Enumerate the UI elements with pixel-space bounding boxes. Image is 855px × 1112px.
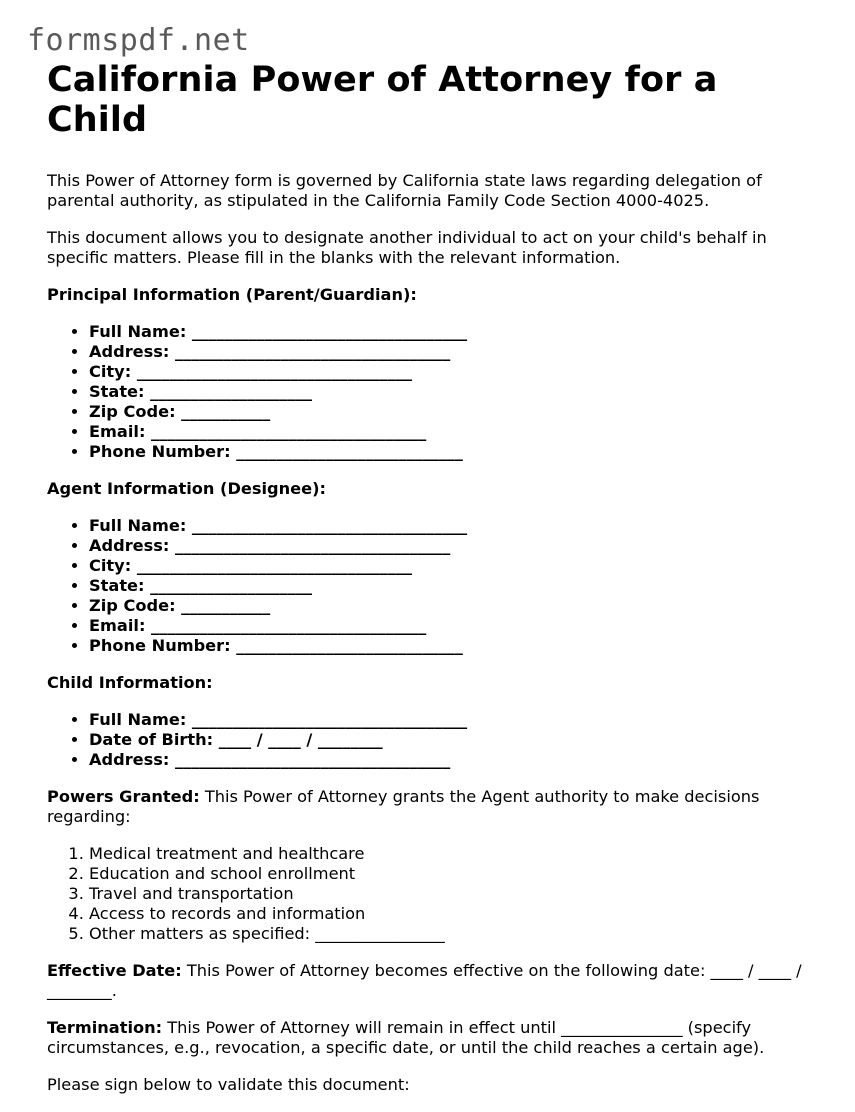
effective-date-paragraph [47, 961, 817, 1001]
principal-heading: Principal Information (Parent/Guardian): [47, 285, 417, 304]
instructions-paragraph: This document allows you to designate another individual to act on your child's behalf in specific matters. Please fill in the blanks with the relevant information. [47, 228, 767, 267]
powers-label: Powers Granted: [47, 787, 200, 806]
agent-heading: Agent Information (Designee): [47, 479, 326, 498]
principal-zip-field: • Zip Code: ___________ [89, 402, 817, 422]
agent-city-field: • City: __________________________________ [89, 556, 817, 576]
agent-full-name-field: • Full Name: __________________________________ [89, 516, 817, 536]
powers-text: This Power of Attorney grants the Agent authority to make decisions regarding: [47, 787, 760, 826]
power-item-records: 4. Access to records and information [89, 904, 817, 924]
powers-paragraph [47, 787, 817, 827]
principal-phone-field: • Phone Number: ____________________________ [89, 442, 817, 462]
child-full-name-field: • Full Name: __________________________________ [89, 710, 817, 730]
agent-fields-list [47, 516, 817, 656]
page-title: California Power of Attorney for a Child [47, 60, 718, 140]
termination-text: This Power of Attorney will remain in effect until _______________ (specify circumstances, e.g., revocation, a specific date, or until the child reaches a certain age). [47, 1018, 765, 1057]
watermark-logo: formspdf.net [27, 23, 250, 58]
child-address-field: • Address: __________________________________ [89, 750, 817, 770]
termination-label: Termination: [47, 1018, 163, 1037]
closing-paragraph: Please sign below to validate this document: [47, 1075, 410, 1094]
principal-fields-list [47, 322, 817, 462]
effective-date-label: Effective Date: [47, 961, 182, 980]
agent-email-field: • Email: __________________________________ [89, 616, 817, 636]
document-body [47, 60, 817, 1112]
agent-state-field: • State: ____________________ [89, 576, 817, 596]
power-item-education: 2. Education and school enrollment [89, 864, 817, 884]
principal-address-field: • Address: __________________________________ [89, 342, 817, 362]
power-item-medical: 1. Medical treatment and healthcare [89, 844, 817, 864]
principal-full-name-field: • Full Name: __________________________________ [89, 322, 817, 342]
power-item-other: 5. Other matters as specified: ________________ [89, 924, 817, 944]
principal-city-field: • City: __________________________________ [89, 362, 817, 382]
effective-date-text: This Power of Attorney becomes effective on the following date: ____ / ____ / ________. [47, 961, 802, 1000]
agent-phone-field: • Phone Number: ____________________________ [89, 636, 817, 656]
power-item-travel: 3. Travel and transportation [89, 884, 817, 904]
principal-email-field: • Email: __________________________________ [89, 422, 817, 442]
child-heading: Child Information: [47, 673, 213, 692]
powers-list [47, 844, 817, 944]
principal-state-field: • State: ____________________ [89, 382, 817, 402]
agent-zip-field: • Zip Code: ___________ [89, 596, 817, 616]
agent-address-field: • Address: __________________________________ [89, 536, 817, 556]
child-dob-field: • Date of Birth: ____ / ____ / ________ [89, 730, 817, 750]
intro-paragraph: This Power of Attorney form is governed by California state laws regarding delegation of parental authority, as stipulated in the California Family Code Section 4000-4025. [47, 171, 762, 210]
child-fields-list [47, 710, 817, 770]
termination-paragraph [47, 1018, 817, 1058]
